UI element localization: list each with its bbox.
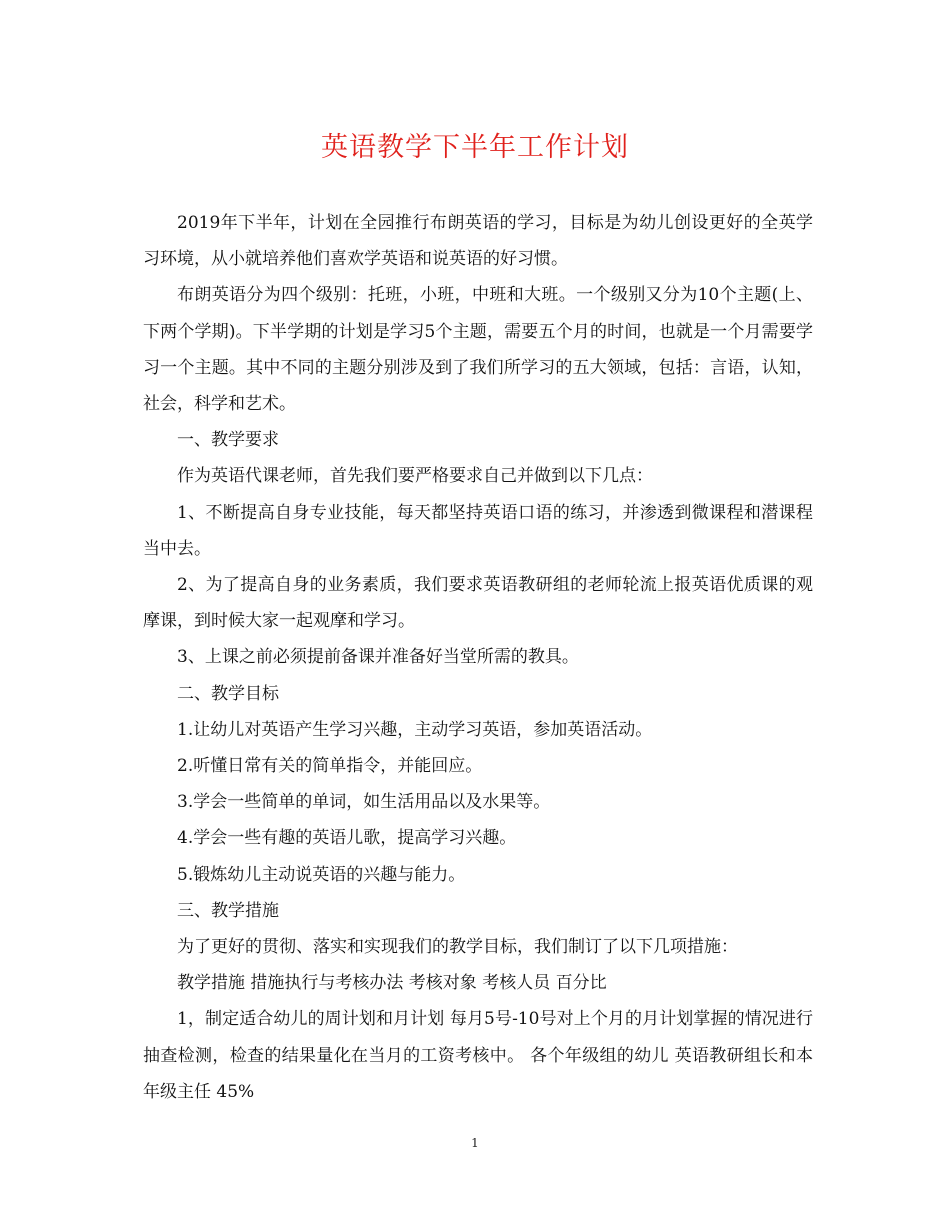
requirement-item-3: 3、上课之前必须提前备课并准备好当堂所需的教具。 <box>177 647 579 668</box>
requirement-item-1: 1、不断提高自身专业技能，每天都坚持英语口语的练习，并渗透到微课程和潜课程当中去。 <box>143 502 813 559</box>
goal-item-2: 2.听懂日常有关的简单指令，并能回应。 <box>177 756 483 777</box>
paragraph-intro: 2019年下半年，计划在全园推行布朗英语的学习，目标是为幼儿创设更好的全英学习环境，从小就培养他们喜欢学英语和说英语的好习惯。 <box>143 213 813 270</box>
document-title: 英语教学下半年工作计划 <box>321 132 629 163</box>
page-number: 1 <box>471 1136 479 1150</box>
goal-item-4: 4.学会一些有趣的英语儿歌，提高学习兴趣。 <box>177 828 517 849</box>
paragraph-requirements-intro: 作为英语代课老师，首先我们要严格要求自己并做到以下几点： <box>177 466 653 487</box>
paragraph-measures-intro: 为了更好的贯彻、落实和实现我们的教学目标，我们制订了以下几项措施： <box>177 937 738 958</box>
heading-teaching-goals: 二、教学目标 <box>177 683 279 704</box>
goal-item-1: 1.让幼儿对英语产生学习兴趣，主动学习英语，参加英语活动。 <box>177 719 653 740</box>
goal-item-3: 3.学会一些简单的单词，如生活用品以及水果等。 <box>177 792 551 813</box>
measures-row-1: 1，制定适合幼儿的周计划和月计划 每月5号-10号对上个月的月计划掌握的情况进行抽查检测，检查的结果量化在当月的工资考核中。 各个年级组的幼儿 英语教研组长和本年级主任 45% <box>143 1009 813 1102</box>
heading-teaching-measures: 三、教学措施 <box>177 900 279 921</box>
paragraph-levels: 布朗英语分为四个级别：托班，小班，中班和大班。一个级别又分为10个主题(上、下两个学期)。下半学期的计划是学习5个主题，需要五个月的时间，也就是一个月需要学习一个主题。其中不同的主题分别涉及到了我们所学习的五大领域，包括：言语，认知，社会，科学和艺术。 <box>143 285 813 415</box>
measures-table-header: 教学措施 措施执行与考核办法 考核对象 考核人员 百分比 <box>177 973 607 994</box>
document-body <box>143 205 813 1110</box>
requirement-item-2: 2、为了提高自身的业务素质，我们要求英语教研组的老师轮流上报英语优质课的观摩课，到时候大家一起观摩和学习。 <box>143 575 813 632</box>
goal-item-5: 5.锻炼幼儿主动说英语的兴趣与能力。 <box>177 864 466 885</box>
heading-teaching-requirements: 一、教学要求 <box>177 430 279 451</box>
